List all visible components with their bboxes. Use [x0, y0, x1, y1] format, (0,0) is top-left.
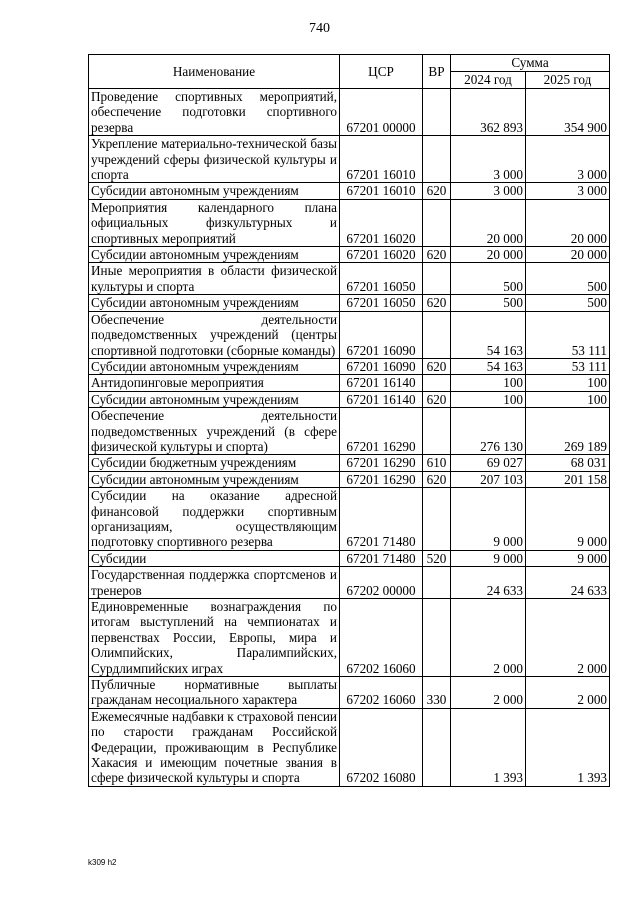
row-csr: 67201 16090 [340, 311, 423, 358]
row-csr: 67202 16060 [340, 599, 423, 677]
table-header [89, 55, 610, 89]
row-sum-2024: 2 000 [451, 677, 526, 709]
row-sum-2025: 20 000 [526, 247, 610, 263]
table-row [89, 455, 610, 471]
row-vr [423, 89, 451, 136]
row-csr: 67201 16090 [340, 358, 423, 374]
table-row [89, 358, 610, 374]
table-row [89, 295, 610, 311]
row-sum-2024: 362 893 [451, 89, 526, 136]
row-csr: 67201 71480 [340, 488, 423, 551]
row-vr [423, 708, 451, 786]
row-sum-2025: 201 158 [526, 471, 610, 487]
row-vr [423, 567, 451, 599]
table-row [89, 599, 610, 677]
row-sum-2024: 54 163 [451, 311, 526, 358]
row-sum-2024: 54 163 [451, 358, 526, 374]
table-row [89, 708, 610, 786]
table-row [89, 391, 610, 407]
row-vr [423, 408, 451, 455]
row-sum-2024: 20 000 [451, 247, 526, 263]
row-name: Субсидии на оказание адресной финансовой поддержки спортивным организациям, осуществляющим подготовку спортивного резерва [89, 488, 340, 551]
row-sum-2025: 269 189 [526, 408, 610, 455]
row-vr [423, 263, 451, 295]
table-row [89, 199, 610, 246]
row-sum-2025: 24 633 [526, 567, 610, 599]
table-row [89, 488, 610, 551]
row-csr: 67201 16020 [340, 247, 423, 263]
row-name: Субсидии автономным учреждениям [89, 295, 340, 311]
row-sum-2024: 69 027 [451, 455, 526, 471]
row-vr [423, 136, 451, 183]
row-sum-2025: 68 031 [526, 455, 610, 471]
row-sum-2025: 354 900 [526, 89, 610, 136]
row-sum-2024: 2 000 [451, 599, 526, 677]
row-sum-2024: 24 633 [451, 567, 526, 599]
row-sum-2024: 9 000 [451, 550, 526, 566]
row-vr: 620 [423, 183, 451, 199]
row-csr: 67201 16140 [340, 375, 423, 391]
row-name: Субсидии автономным учреждениям [89, 183, 340, 199]
row-sum-2025: 3 000 [526, 136, 610, 183]
row-sum-2025: 9 000 [526, 488, 610, 551]
row-sum-2024: 276 130 [451, 408, 526, 455]
row-sum-2024: 500 [451, 263, 526, 295]
table-row [89, 677, 610, 709]
row-csr: 67201 71480 [340, 550, 423, 566]
row-name: Иные мероприятия в области физической культуры и спорта [89, 263, 340, 295]
row-name: Мероприятия календарного плана официальных физкультурных и спортивных мероприятий [89, 199, 340, 246]
header-name: Наименование [89, 55, 340, 89]
page-number: 740 [309, 21, 330, 36]
row-sum-2024: 3 000 [451, 136, 526, 183]
row-csr: 67202 00000 [340, 567, 423, 599]
row-csr: 67202 16060 [340, 677, 423, 709]
row-sum-2024: 9 000 [451, 488, 526, 551]
row-csr: 67201 16010 [340, 183, 423, 199]
row-sum-2024: 20 000 [451, 199, 526, 246]
row-sum-2025: 3 000 [526, 183, 610, 199]
row-name: Субсидии автономным учреждениям [89, 247, 340, 263]
row-name: Укрепление материально-технической базы учреждений сферы физической культуры и спорта [89, 136, 340, 183]
row-name: Субсидии автономным учреждениям [89, 391, 340, 407]
row-sum-2025: 2 000 [526, 677, 610, 709]
row-name: Обеспечение деятельности подведомственных учреждений (в сфере физической культуры и спорта) [89, 408, 340, 455]
row-vr: 620 [423, 391, 451, 407]
row-vr [423, 199, 451, 246]
row-vr: 620 [423, 247, 451, 263]
table-row [89, 263, 610, 295]
budget-table [88, 54, 610, 787]
table-row [89, 183, 610, 199]
table-row [89, 471, 610, 487]
row-csr: 67201 16290 [340, 455, 423, 471]
row-vr [423, 599, 451, 677]
row-name: Субсидии [89, 550, 340, 566]
row-csr: 67201 16050 [340, 295, 423, 311]
row-csr: 67201 16050 [340, 263, 423, 295]
row-name: Антидопинговые мероприятия [89, 375, 340, 391]
row-sum-2025: 53 111 [526, 358, 610, 374]
footer-code: k309 h2 [88, 858, 117, 867]
table-row [89, 567, 610, 599]
table-row [89, 136, 610, 183]
row-name: Субсидии бюджетным учреждениям [89, 455, 340, 471]
row-name: Обеспечение деятельности подведомственных учреждений (центры спортивной подготовки (сборные команды) [89, 311, 340, 358]
row-csr: 67201 16140 [340, 391, 423, 407]
row-sum-2024: 1 393 [451, 708, 526, 786]
row-sum-2024: 207 103 [451, 471, 526, 487]
row-name: Публичные нормативные выплаты гражданам несоциального характера [89, 677, 340, 709]
row-sum-2024: 100 [451, 375, 526, 391]
row-name: Субсидии автономным учреждениям [89, 358, 340, 374]
row-vr: 610 [423, 455, 451, 471]
row-csr: 67201 16290 [340, 471, 423, 487]
row-vr: 620 [423, 358, 451, 374]
table-row [89, 408, 610, 455]
row-sum-2025: 9 000 [526, 550, 610, 566]
row-sum-2025: 100 [526, 375, 610, 391]
table-row [89, 247, 610, 263]
row-sum-2025: 500 [526, 263, 610, 295]
row-vr: 330 [423, 677, 451, 709]
row-csr: 67201 16290 [340, 408, 423, 455]
row-vr: 620 [423, 295, 451, 311]
row-sum-2025: 20 000 [526, 199, 610, 246]
row-name: Ежемесячные надбавки к страховой пенсии по старости гражданам Российской Федерации, проживающим в Республике Хакасия и имеющим почетные звания в сфере физической культуры и спорта [89, 708, 340, 786]
header-csr: ЦСР [340, 55, 423, 89]
row-vr [423, 375, 451, 391]
table-row [89, 311, 610, 358]
row-sum-2024: 3 000 [451, 183, 526, 199]
row-sum-2025: 100 [526, 391, 610, 407]
header-sum: Сумма [451, 55, 610, 72]
header-year-2024: 2024 год [451, 72, 526, 89]
row-name: Проведение спортивных мероприятий, обеспечение подготовки спортивного резерва [89, 89, 340, 136]
row-vr: 620 [423, 471, 451, 487]
row-sum-2025: 2 000 [526, 599, 610, 677]
row-name: Субсидии автономным учреждениям [89, 471, 340, 487]
table-row [89, 550, 610, 566]
row-csr: 67201 16010 [340, 136, 423, 183]
row-vr [423, 488, 451, 551]
table-row [89, 375, 610, 391]
row-csr: 67202 16080 [340, 708, 423, 786]
row-sum-2024: 500 [451, 295, 526, 311]
row-vr: 520 [423, 550, 451, 566]
row-name: Единовременные вознаграждения по итогам выступлений на чемпионатах и первенствах России, Европы, мира и Олимпийских, Паралимпийских, Сурдлимпийских играх [89, 599, 340, 677]
row-sum-2025: 1 393 [526, 708, 610, 786]
row-sum-2025: 500 [526, 295, 610, 311]
table-body [89, 89, 610, 787]
header-vr: ВР [423, 55, 451, 89]
row-csr: 67201 16020 [340, 199, 423, 246]
row-sum-2024: 100 [451, 391, 526, 407]
row-vr [423, 311, 451, 358]
row-name: Государственная поддержка спортсменов и тренеров [89, 567, 340, 599]
row-csr: 67201 00000 [340, 89, 423, 136]
header-year-2025: 2025 год [526, 72, 610, 89]
row-sum-2025: 53 111 [526, 311, 610, 358]
table-row [89, 89, 610, 136]
